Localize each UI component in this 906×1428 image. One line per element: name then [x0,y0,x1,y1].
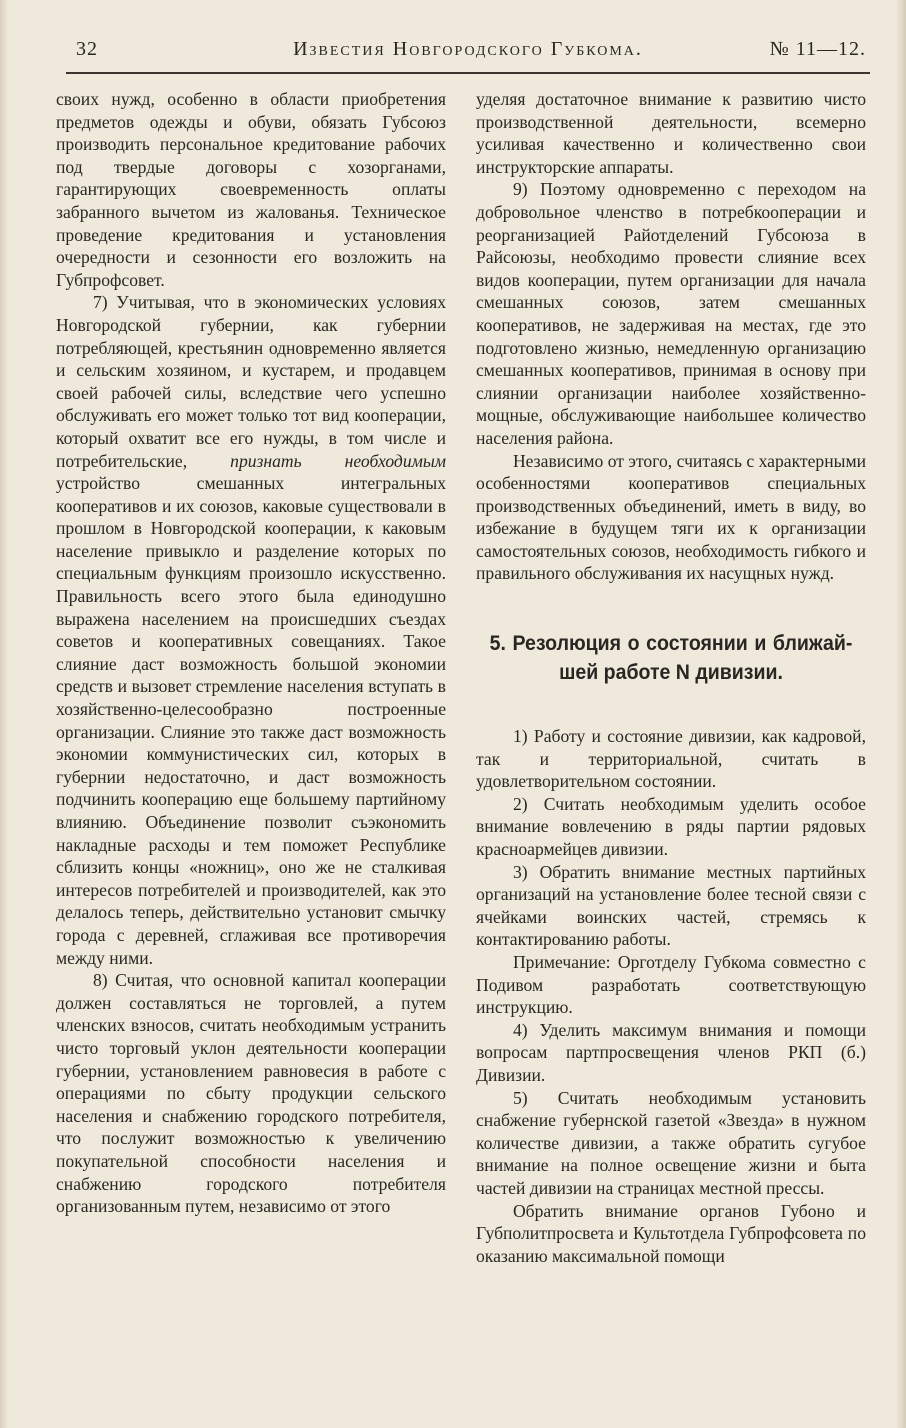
section-title-line-1: 5. Резолюция о состоянии и ближай- [489,632,853,656]
section-title-line-2: шей работе N дивизии. [559,661,783,685]
resolution-item-1: 1) Работу и состояние дивизии, как кадровой, так и территориальной, считать в удовлетворительном состоянии. [476,726,866,792]
page-right-edge [896,0,906,1428]
issue-number: № 11—12. [769,38,866,60]
page-number: 32 [76,38,98,60]
resolution-body [476,725,866,1267]
right-column [476,88,866,1267]
paragraph-item-7 [56,291,446,969]
header-rule [66,72,870,74]
left-column [56,88,446,1218]
resolution-note: Примечание: Орготделу Губкома совместно с Подивом разработать соответствующую инструкцию. [476,952,866,1018]
paragraph-independent: Независимо от этого, считаясь с характерными особенностями кооперативов специальных производственных объединений, иметь в виду, во избежание в будущем тяги их к организации самостоятельных союзов, необходимость гибкого и правильного обслуживания их насущных нужд. [476,450,866,584]
paragraph-item-9: 9) Поэтому одновременно с переходом на добровольное членство в потребкооперации и реорганизацией Райотделений Губсоюза в Райсоюзы, необходимо провести слияние всех видов кооперации, путем организации для начала смешанных союзов, затем смешанных кооперативов, не задерживая на местах, где это подготовлено жизнью, немедленную организацию смешанных кооперативов, принимая в основу при слиянии организации наиболее хозяйственно-мощные, обслуживающие наибольшее количество населения района. [476,179,866,448]
paragraph-continued: своих нужд, особенно в области приобретения предметов одежды и обуви, обязать Губсоюз производить персональное кредитование рабочих под твердые договоры с хозорганами, гарантирующих своевременность оплаты забранного вычетом из жалованья. Техническое проведение кредитования и установления очередности и сезонности его возложить на Губпрофсовет. [56,89,446,290]
paragraph-item-8: 8) Считая, что основной капитал кооперации должен составляться не торговлей, а путем членских взносов, считать необходимым устранить чисто торговый уклон деятельности кооперации губернии, установлением равновесия в работе с операциями по сбыту продукции сельского населения и снабжению городского потребителя, что послужит возможностью к увеличению покупательной способности населения и снабжению городского потребителя организованным путем, независимо от этого [56,970,446,1217]
page-left-edge [0,0,8,1428]
item-7-text-before: 7) Учитывая, что в экономических условиях Новгородской губернии, как губернии потребляющей, крестьянин одновременно является и сельским хозяином, и кустарем, и продавцем своей рабочей силы, вследствие чего успешно обслуживать его может только тот вид кооперации, который охватит все его нужды, в том числе и потребительские, [56,292,446,471]
paragraph-item-8-continued: уделяя достаточное внимание к развитию чисто производственной деятельности, всемерно усиливая качественно и количественно свои инструкторские аппараты. [476,89,866,177]
resolution-item-2: 2) Считать необходимым уделить особое внимание вовлечению в ряды партии рядовых красноармейцев дивизии. [476,793,866,860]
resolution-item-3: 3) Обратить внимание местных партийных организаций на установление более тесной связи с ячейками воинских частей, стремясь к контактированию работы. [476,861,866,950]
resolution-item-6: Обратить внимание органов Губоно и Губполитпросвета и Культотдела Губпрофсовета по оказанию максимальной помощи [476,1200,866,1266]
resolution-item-5: 5) Считать необходимым установить снабжение губернской газетой «Звезда» в нужном количестве дивизии, а также обратить сугубое внимание на полное освещение жизни и быта частей дивизии на страницах местной прессы. [476,1087,866,1198]
journal-title: Известия Новгородского Губкома. [293,38,643,60]
resolution-item-4: 4) Уделить максимум внимания и помощи вопросам партпросвещения членов РКП (б.) Дивизии. [476,1019,866,1085]
section-title [490,629,853,687]
item-7-emphasis: признать необходимым [230,450,446,471]
running-header [70,38,866,66]
item-7-text-after: устройство смешанных интегральных кооперативов и их союзов, каковые существовали в прошлом в Новгородской кооперации, к каковым население привыкло и разделение которых по специальным функциям произошло искусственно. Правильность всего этого была единодушно выражена населением на происшедших съездах советов и кооперативных совещаниях. Такое слияние даст возможность большой экономии средств и вызовет стремление населения вступать в хозяйственно-целесообразно построенные организации. Слияние это также даст возможность экономии коммунистических сил, которых в губернии недостаточно, и даст возможность подчинить кооперацию еще большему партийному влиянию. Объединение позволит съэкономить накладные расходы и тем поможет Республике сблизить концы «ножниц», оно же не сталкивая интересов потребителей и производителей, как это делалось теперь, действительно установит смычку города с деревней, сглаживая все противоречия между ними. [56,473,446,968]
